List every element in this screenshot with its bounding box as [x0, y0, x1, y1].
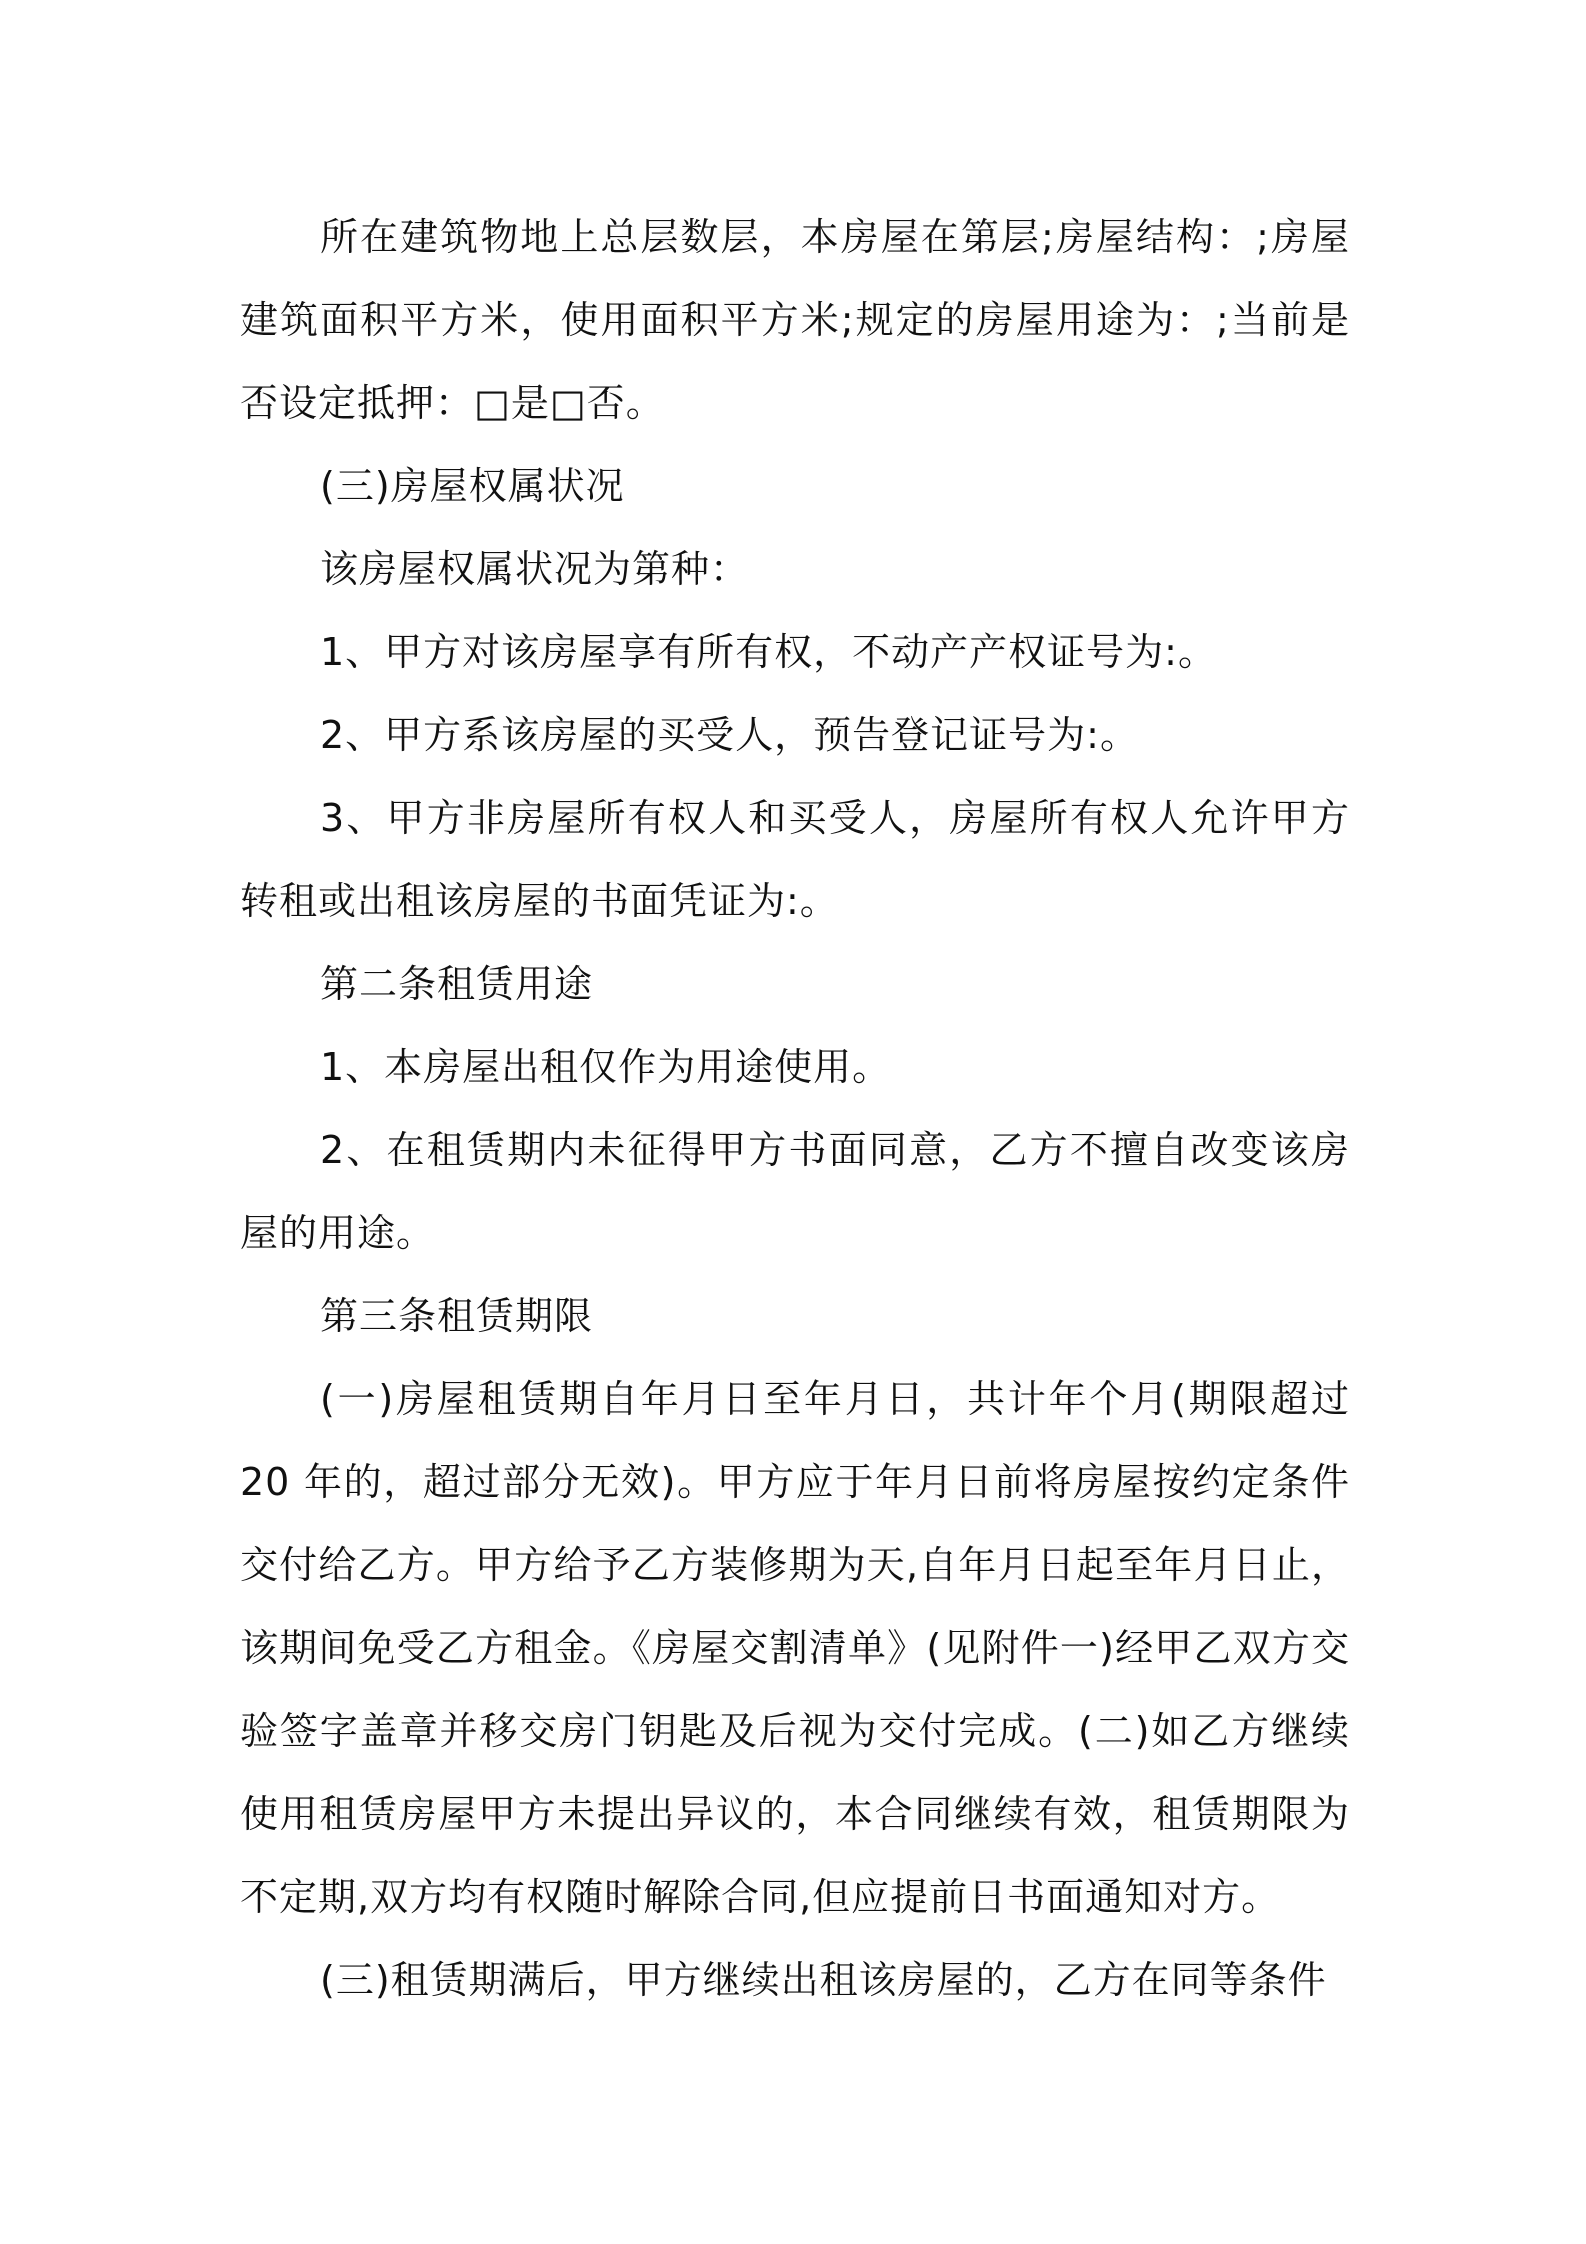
paragraph-lease-renewal: (三)租赁期满后，甲方继续出租该房屋的，乙方在同等条件 — [320, 1958, 1327, 2002]
paragraph-ownership-type: 该房屋权属状况为第种： — [320, 547, 750, 591]
paragraph-lease-term: (一)房屋租赁期自年月日至年月日，共计年个月(期限超过20 年的，超过部分无效)。甲方应于年月日前将房屋按约定条件交付给乙方。甲方给予乙方装修期为天,自年月日起至年月日止，该期间免受乙方租金。《房屋交割清单》(见附件一)经甲乙双方交验签字盖章并移交房门钥匙及后视为交付完成。(二)如乙方继续使用租赁房屋甲方未提出异议的，本合同继续有效，租赁期限为不定期,双方均有权随时解除合同,但应提前日书面通知对方。 — [240, 1377, 1350, 1919]
list-item-usage-1: 1、本房屋出租仅作为用途使用。 — [320, 1045, 892, 1089]
heading-article-3: 第三条租赁期限 — [320, 1294, 594, 1338]
document-body — [240, 196, 1350, 2022]
paragraph-building-info: 所在建筑物地上总层数层，本房屋在第层;房屋结构：;房屋建筑面积平方米，使用面积平方米;规定的房屋用途为：;当前是否设定抵押：□是□否。 — [240, 215, 1350, 425]
list-item-ownership-2: 2、甲方系该房屋的买受人，预告登记证号为:。 — [320, 713, 1139, 757]
heading-article-2: 第二条租赁用途 — [320, 962, 594, 1006]
list-item-usage-2: 2、在租赁期内未征得甲方书面同意，乙方不擅自改变该房屋的用途。 — [240, 1128, 1350, 1255]
list-item-ownership-1: 1、甲方对该房屋享有所有权，不动产产权证号为:。 — [320, 630, 1217, 674]
heading-ownership-status: (三)房屋权属状况 — [320, 464, 625, 508]
list-item-ownership-3: 3、甲方非房屋所有权人和买受人，房屋所有权人允许甲方转租或出租该房屋的书面凭证为:。 — [240, 796, 1350, 923]
